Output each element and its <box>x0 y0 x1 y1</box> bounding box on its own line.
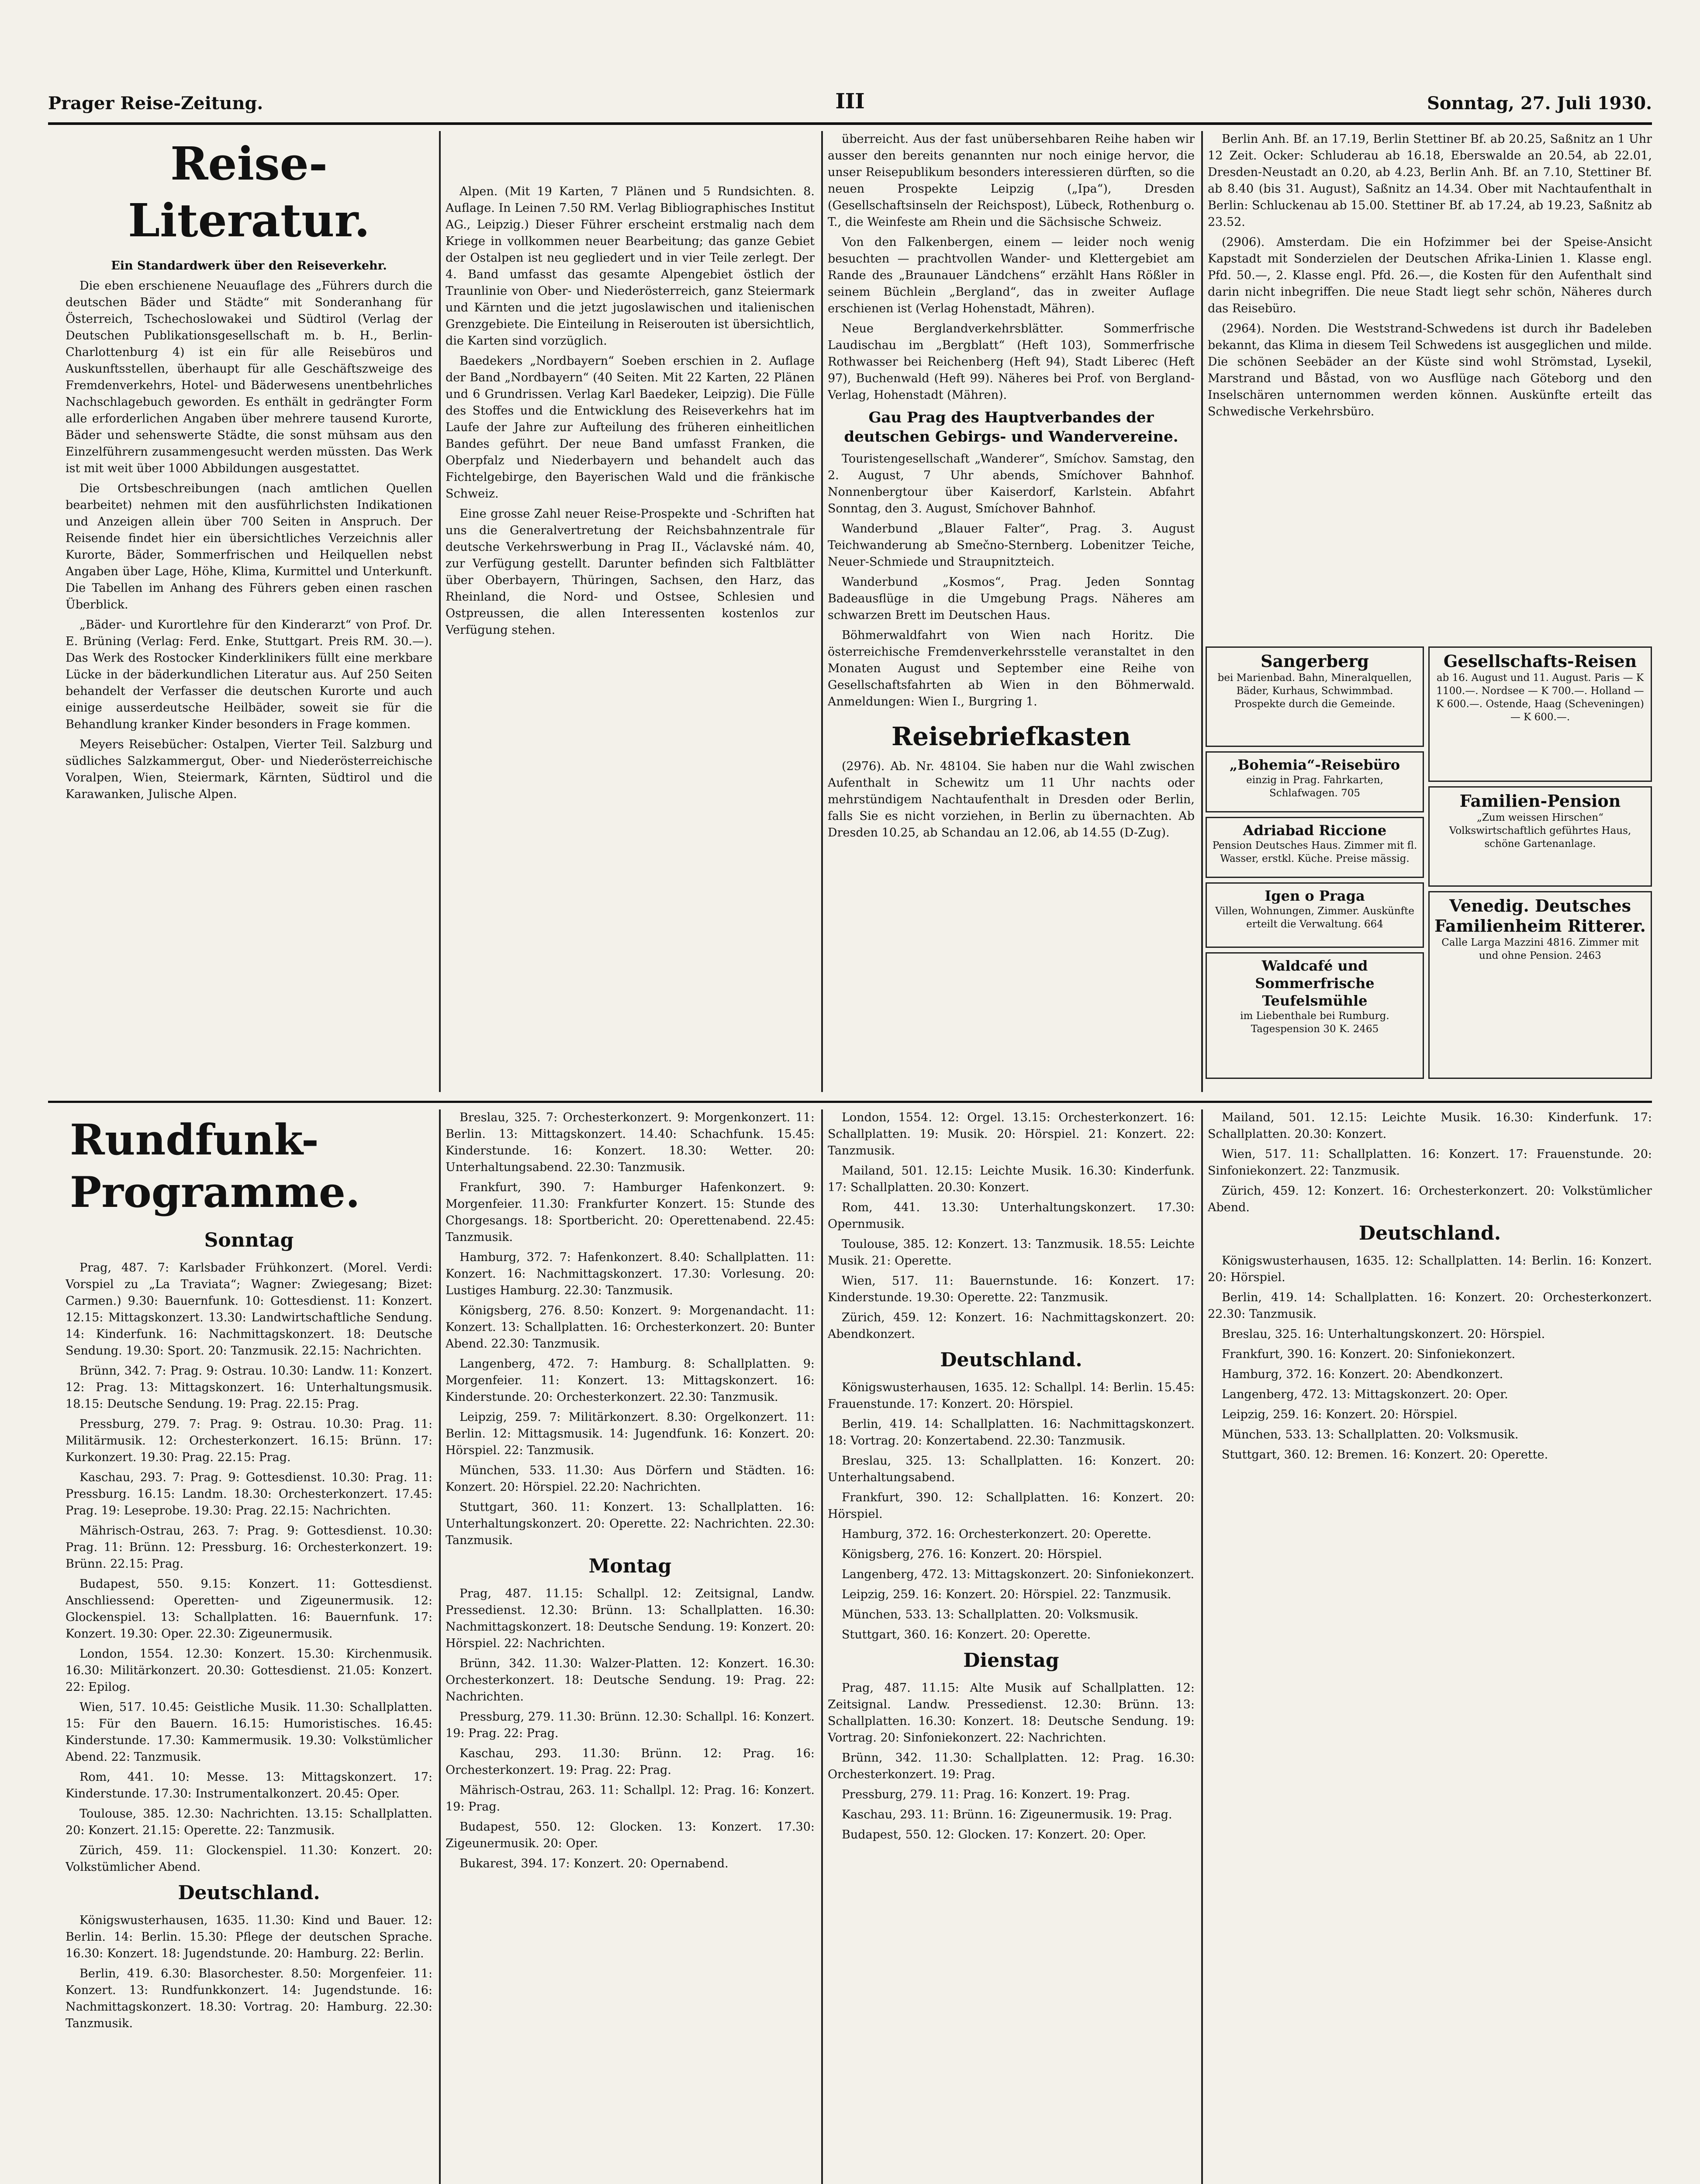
station-program: Stuttgart, 360. 16: Konzert. 20: Operette. <box>842 1628 1091 1641</box>
club-notice: Böhmerwaldfahrt von Wien nach Horitz. Die österreichische Fremdenverkehrsstelle veranstaltet in den Monaten August und September eine Reihe von Gesellschaftsfahrten ab Wien in den Böhmerwald. Anmeldungen: Wien I., Burgring 1. <box>828 629 1195 708</box>
region-heading-deutschland: Deutschland. <box>1358 1222 1501 1244</box>
station-program: Rom, 441. 13.30: Unterhaltungskonzert. 17.30: Opernmusik. <box>828 1201 1195 1231</box>
advertisements <box>1206 646 1652 1083</box>
article-paragraph: überreicht. Aus der fast unübersehbaren Reihe haben wir ausser den bereits genannten nur noch einige hervor, die unser Reisepublikum besonders interessieren dürften, so die neuen Prospekte Leipzig („Ipa“), Dresden (Gesellschaftsinseln der Reichspost), Lübeck, Rothenburg o. T., die Weinfeste am Rhein und die Sächsische Schweiz. <box>828 132 1195 229</box>
article-paragraph: Baedekers „Nordbayern“ Soeben erschien in 2. Auflage der Band „Nordbayern“ (40 Seiten. Mit 22 Karten, 22 Plänen und 6 Grundrissen. Verlag Karl Baedeker, Leipzig). Die Fülle des Stoffes und die Entwicklung des Reiseverkehrs hat im Laufe der Jahre zur Aufteilung des früheren einheitlichen Bandes geführt. Der neue Band umfasst Franken, die Oberpfalz und Niederbayern und behandelt auch das Fichtelgebirge, den Bayerischen Wald und die fränkische Schweiz. <box>446 354 815 501</box>
station-program: Wien, 517. 11: Bauernstunde. 16: Konzert. 17: Kinderstunde. 19.30: Operette. 22: Tanzmusik. <box>828 1274 1195 1304</box>
station-program: Pressburg, 279. 7: Prag. 9: Ostrau. 10.30: Prag. 11: Militärmusik. 12: Orchesterkonzert. 16.15: Brünn. 17: Kurkonzert. 19.30: Prag. 22.15: Prag. <box>66 1417 432 1464</box>
masthead <box>48 83 1652 114</box>
section-title-rundfunk: Rundfunk-Programme. <box>70 1115 360 1217</box>
station-program: Kaschau, 293. 11.30: Brünn. 12: Prag. 16: Orchesterkonzert. 19: Prag. 22: Prag. <box>446 1747 815 1777</box>
station-program: Berlin, 419. 6.30: Blasorchester. 8.50: Morgenfeier. 11: Konzert. 13: Rundfunkkonzert. 14: Jugendstunde. 16: Nachmittagskonzert. 18.30: Vortrag. 20: Hamburg. 22.30: Tanzmusik. <box>66 1967 432 2030</box>
gau-prag-heading: Gau Prag des Hauptverbandes der deutschen Gebirgs- und Wandervereine. <box>844 409 1178 446</box>
reisebriefkasten-heading: Reisebriefkasten <box>891 722 1131 751</box>
region-heading-deutschland: Deutschland. <box>940 1349 1082 1371</box>
station-program: Brünn, 342. 11.30: Schallplatten. 12: Prag. 16.30: Orchesterkonzert. 19: Prag. <box>828 1751 1195 1781</box>
station-program: Leipzig, 259. 16: Konzert. 20: Hörspiel. <box>1222 1408 1458 1421</box>
day-heading-sunday: Sonntag <box>204 1229 294 1251</box>
column-divider <box>821 1109 823 2184</box>
station-program: Langenberg, 472. 7: Hamburg. 8: Schallplatten. 9: Morgenfeier. 11: Konzert. 13: Mittagskonzert. 16: Kinderstunde. 20: Orchesterkonzert. 22.30: Tanzmusik. <box>446 1357 815 1404</box>
column-divider <box>439 131 441 1092</box>
station-program: Budapest, 550. 9.15: Konzert. 11: Gottesdienst. Anschliessend: Operetten- und Zigeunermusik. 12: Glockenspiel. 13: Schallplatten. 16: Bauernfunk. 17: Konzert. 19.30: Oper. 22.30: Zigeunermusik. <box>66 1577 432 1641</box>
ad-body: einzig in Prag. Fahrkarten, Schlafwagen. 705 <box>1246 774 1383 799</box>
station-program: Budapest, 550. 12: Glocken. 13: Konzert. 17.30: Zigeunermusik. 20: Oper. <box>446 1820 815 1850</box>
station-program: Hamburg, 372. 16: Konzert. 20: Abendkonzert. <box>1222 1368 1503 1381</box>
radio-column-1 <box>66 1109 432 2184</box>
ad-body: Calle Larga Mazzini 4816. Zimmer mit und ohne Pension. 2463 <box>1441 937 1639 961</box>
ad-title: Venedig. Deutsches Familienheim Ritterer. <box>1434 896 1646 936</box>
station-program: Brünn, 342. 11.30: Walzer-Platten. 12: Konzert. 16.30: Orchesterkonzert. 18: Deutsche Sendung. 19: Prag. 22: Nachrichten. <box>446 1657 815 1704</box>
station-program: Leipzig, 259. 16: Konzert. 20: Hörspiel. 22: Tanzmusik. <box>842 1588 1171 1601</box>
station-program: München, 533. 13: Schallplatten. 20: Volksmusik. <box>1222 1428 1519 1441</box>
radio-column-2 <box>446 1109 815 2184</box>
station-program: Mährisch-Ostrau, 263. 11: Schallpl. 12: Prag. 16: Konzert. 19: Prag. <box>446 1783 815 1814</box>
station-program: Stuttgart, 360. 11: Konzert. 13: Schallplatten. 16: Unterhaltungskonzert. 20: Operette. 22: Nachrichten. 22.30: Tanzmusik. <box>446 1500 815 1547</box>
station-program: Hamburg, 372. 7: Hafenkonzert. 8.40: Schallplatten. 11: Konzert. 16: Nachmittagskonzert. 17.30: Vorlesung. 20: Lustiges Hamburg. 22.30: Tanzmusik. <box>446 1251 815 1297</box>
station-program: Bukarest, 394. 17: Konzert. 20: Opernabend. <box>460 1857 729 1870</box>
station-program: Königsberg, 276. 8.50: Konzert. 9: Morgenandacht. 11: Konzert. 13: Schallplatten. 16: Orchesterkonzert. 20: Bunter Abend. 22.30: Tanzmusik. <box>446 1304 815 1351</box>
station-program: Langenberg, 472. 13: Mittagskonzert. 20: Sinfoniekonzert. <box>842 1568 1195 1581</box>
reise-column-1 <box>66 131 432 1092</box>
station-program: Breslau, 325. 7: Orchesterkonzert. 9: Morgenkonzert. 11: Berlin. 13: Mittagskonzert. 14.40: Schachfunk. 15.45: Kinderstunde. 16: Konzert. 18.30: Wetter. 20: Unterhaltungsabend. 22.30: Tanzmusik. <box>446 1111 815 1174</box>
station-program: München, 533. 13: Schallplatten. 20: Volksmusik. <box>842 1608 1139 1621</box>
day-heading-tuesday: Dienstag <box>963 1649 1059 1672</box>
ad-familien-pension <box>1428 786 1652 887</box>
article-paragraph: Die eben erschienene Neuauflage des „Führers durch die deutschen Bäder und Städte“ mit Sonderanhang für Österreich, Tschechoslowakei und Südtirol (Verlag der Deutschen Publikationsgesellschaft m. b. H., Berlin-Charlottenburg 4) ist ein für alle Reisebüros und Auskunftsstellen, überhaupt für alle Geschäftszweige des Fremdenverkehrs, Hotel- und Bäderwesens unentbehrliches Nachschlagebuch geworden. Es enthält in gedrängter Form alle erforderlichen Angaben über mehrere tausend Kurorte, Bäder und sehenswerte Städte, die sonst mühsam aus den Einzelführern zusammengesucht werden müssten. Das Werk ist mit weit über 1000 Abbildungen ausgestattet. <box>66 279 432 475</box>
letter-answer: (2964). Norden. Die Weststrand-Schwedens ist durch ihr Badeleben bekannt, das Klima in diesem Teil Schwedens ist ausgeglichen und milde. Die schönen Seebäder an der Küste sind wohl Strömstad, Lysekil, Marstrand und Båstad, von wo Ausflüge nach Göteborg und den Inselschären unternommen werden können. Auskünfte erteilt das Schwedische Verkehrsbüro. <box>1208 322 1652 418</box>
ad-body: „Zum weissen Hirschen“ Volkswirtschaftlich geführtes Haus, schöne Gartenanlage. <box>1449 812 1631 850</box>
station-program: Mailand, 501. 12.15: Leichte Musik. 16.30: Kinderfunk. 17: Schallplatten. 20.30: Konzert. <box>1208 1111 1652 1141</box>
ad-title: Adriabad Riccione <box>1243 822 1387 839</box>
station-program: Prag, 487. 11.15: Schallpl. 12: Zeitsignal, Landw. Pressedienst. 12.30: Brünn. 13: Schallplatten. 16.30: Nachmittagskonzert. 18: Deutsche Sendung. 19: Konzert. 20: Hörspiel. 22: Nachrichten. <box>446 1587 815 1650</box>
station-program: London, 1554. 12.30: Konzert. 15.30: Kirchenmusik. 16.30: Militärkonzert. 20.30: Gottesdienst. 21.05: Konzert. 22: Epilog. <box>66 1647 432 1694</box>
ad-title: „Bohemia“-Reisebüro <box>1229 757 1400 773</box>
station-program: Berlin, 419. 14: Schallplatten. 16: Konzert. 20: Orchesterkonzert. 22.30: Tanzmusik. <box>1208 1291 1652 1321</box>
letter-answer: (2906). Amsterdam. Die ein Hofzimmer bei der Speise-Ansicht Kapstadt mit Sonderzielen der Deutschen Afrika-Linien 1. Klasse engl. Pfd. 50.—, 2. Klasse engl. Pfd. 26.—, die Kosten für den Aufenthalt sind darin nicht inbegriffen. Die neue Stadt liegt sehr schön, Näheres durch das Reisebüro. <box>1208 235 1652 315</box>
article-paragraph: Eine grosse Zahl neuer Reise-Prospekte und -Schriften hat uns die Generalvertretung der Reichsbahnzentrale für deutsche Verkehrswerbung in Prag II., Václavské nám. 40, zur Verfügung gestellt. Darunter befinden sich Faltblätter über Oberbayern, Thüringen, Sachsen, den Harz, das Rheinland, die Nord- und Ostsee, Schlesien und Ostpreussen, die allen Interessenten kostenlos zur Verfügung stehen. <box>446 507 815 637</box>
ad-adriabad <box>1206 817 1424 878</box>
station-program: Langenberg, 472. 13: Mittagskonzert. 20: Oper. <box>1222 1388 1508 1401</box>
station-program: Pressburg, 279. 11: Prag. 16: Konzert. 19: Prag. <box>842 1788 1130 1801</box>
station-program: Mailand, 501. 12.15: Leichte Musik. 16.30: Kinderfunk. 17: Schallplatten. 20.30: Konzert. <box>828 1164 1195 1194</box>
club-notice: Touristengesellschaft „Wanderer“, Smíchov. Samstag, den 2. August, 7 Uhr abends, Smíchover Bahnhof. Nonnenbergtour über Kaiserdorf, Karlstein. Abfahrt Sonntag, den 3. August, Smíchover Bahnhof. <box>828 452 1195 515</box>
letter-answer: (2976). Ab. Nr. 48104. Sie haben nur die Wahl zwischen Aufenthalt in Schewitz um 11 Uhr nachts oder mehrstündigem Nachtaufenthalt in Dresden oder Berlin, falls Sie es nicht vorziehen, in Berlin zu übernachten. Ab Dresden 10.25, ab Schandau an 12.06, ab 14.55 (D-Zug). <box>828 760 1195 840</box>
reise-column-3 <box>828 131 1195 1092</box>
station-program: Rom, 441. 10: Messe. 13: Mittagskonzert. 17: Kinderstunde. 17.30: Instrumentalkonzert. 20.45: Oper. <box>66 1770 432 1800</box>
station-program: Toulouse, 385. 12.30: Nachrichten. 13.15: Schallplatten. 20: Konzert. 21.15: Operette. 22: Tanzmusik. <box>66 1807 432 1837</box>
ad-venedig <box>1428 891 1652 1079</box>
ad-title: Sangerberg <box>1261 651 1369 671</box>
station-program: Budapest, 550. 12: Glocken. 17: Konzert. 20: Oper. <box>842 1828 1147 1842</box>
radio-column-3 <box>828 1109 1195 2184</box>
station-program: Breslau, 325. 16: Unterhaltungskonzert. 20: Hörspiel. <box>1222 1327 1545 1341</box>
article-paragraph: Meyers Reisebücher: Ostalpen, Vierter Teil. Salzburg und südliches Salzkammergut, Ober- und Niederösterreichische Voralpen, Wien, Steiermark, Kärnten, Südtirol und die Karawanken, Julische Alpen. <box>66 738 432 801</box>
station-program: Kaschau, 293. 7: Prag. 9: Gottesdienst. 10.30: Prag. 11: Pressburg. 16.15: Landm. 18.30: Orchesterkonzert. 17.45: Prag. 19: Leseprobe. 19.30: Prag. 22.15: Nachrichten. <box>66 1471 432 1517</box>
radio-column-4 <box>1208 1109 1652 2184</box>
station-program: München, 533. 11.30: Aus Dörfern und Städten. 16: Konzert. 20: Hörspiel. 22.20: Nachrichten. <box>446 1464 815 1494</box>
ad-bohemia <box>1206 751 1424 812</box>
article-paragraph: „Bäder- und Kurortlehre für den Kinderarzt“ von Prof. Dr. E. Brüning (Verlag: Ferd. Enke, Stuttgart. Preis RM. 30.—). Das Werk des Rostocker Kinderklinikers füllt eine merkbare Lücke in der bäderkundlichen Literatur aus. Auf 250 Seiten behandelt der Verfasser die deutschen Kurorte und auch einige ausserdeutsche Heilbäder, soweit sie für die Behandlung kranker Kinder besonders in Frage kommen. <box>66 618 432 731</box>
column-divider <box>1201 1109 1203 2184</box>
station-program: Königswusterhausen, 1635. 11.30: Kind und Bauer. 12: Berlin. 14: Berlin. 15.30: Pflege der deutschen Sprache. 16.30: Konzert. 18: Jugendstunde. 20: Hamburg. 22: Berlin. <box>66 1914 432 1960</box>
article-paragraph: Neue Berglandverkehrsblätter. Sommerfrische Laudischau im „Bergblatt“ (Heft 103), Sommerfrische Rothwasser bei Reichenberg (Heft 94), Stadt Liberec (Heft 97), Buchenwald (Heft 99). Näheres bei Prof. von Bergland-Verlag, Hohenstadt (Mähren). <box>828 322 1195 402</box>
station-program: Stuttgart, 360. 12: Bremen. 16: Konzert. 20: Operette. <box>1222 1448 1548 1462</box>
station-program: Leipzig, 259. 7: Militärkonzert. 8.30: Orgelkonzert. 11: Berlin. 12: Mittagsmusik. 14: Jugendfunk. 16: Konzert. 20: Hörspiel. 22: Tanzmusik. <box>446 1410 815 1457</box>
section-rule <box>48 1101 1652 1103</box>
ad-igen-praga <box>1206 882 1424 948</box>
station-program: Zürich, 459. 12: Konzert. 16: Nachmittagskonzert. 20: Abendkonzert. <box>828 1311 1195 1341</box>
station-program: Prag, 487. 11.15: Alte Musik auf Schallplatten. 12: Zeitsignal. Landw. Pressedienst. 12.30: Brünn. 13: Schallplatten. 16.30: Konzert. 18: Deutsche Sendung. 19: Vortrag. 20: Sinfoniekonzert. 22: Nachrichten. <box>828 1681 1195 1745</box>
ad-title: Igen o Praga <box>1265 888 1365 904</box>
station-program: Mährisch-Ostrau, 263. 7: Prag. 9: Gottesdienst. 10.30: Prag. 11: Brünn. 12: Pressburg. 16: Orchesterkonzert. 19: Brünn. 22.15: Prag. <box>66 1524 432 1571</box>
reise-column-2 <box>446 183 815 1092</box>
station-program: Wien, 517. 11: Schallplatten. 16: Konzert. 17: Frauenstunde. 20: Sinfoniekonzert. 22: Tanzmusik. <box>1208 1147 1652 1178</box>
section-title-reise-literatur: Reise-Literatur. <box>128 137 370 247</box>
article-headline: Ein Standardwerk über den Reiseverkehr. <box>111 259 387 273</box>
ad-body: im Liebenthale bei Rumburg. Tagespension 30 K. 2465 <box>1240 1010 1389 1035</box>
station-program: London, 1554. 12: Orgel. 13.15: Orchesterkonzert. 16: Schallplatten. 19: Musik. 20: Hörspiel. 21: Konzert. 22: Tanzmusik. <box>828 1111 1195 1158</box>
ad-waldcafe <box>1206 952 1424 1079</box>
station-program: Hamburg, 372. 16: Orchesterkonzert. 20: Operette. <box>842 1527 1151 1541</box>
club-notice: Wanderbund „Kosmos“, Prag. Jeden Sonntag Badeausflüge in die Umgebung Prags. Näheres am schwarzen Brett im Deutschen Haus. <box>828 575 1195 622</box>
station-program: Brünn, 342. 7: Prag. 9: Ostrau. 10.30: Landw. 11: Konzert. 12: Prag. 13: Mittagskonzert. 16: Unterhaltungsmusik. 18.15: Deutsche Sendung. 19: Prag. 22.15: Prag. <box>66 1364 432 1411</box>
column-divider <box>1201 131 1203 1092</box>
station-program: Zürich, 459. 12: Konzert. 16: Orchesterkonzert. 20: Volkstümlicher Abend. <box>1208 1184 1652 1214</box>
ad-title: Familien-Pension <box>1459 791 1621 811</box>
station-program: Königswusterhausen, 1635. 12: Schallplatten. 14: Berlin. 16: Konzert. 20: Hörspiel. <box>1208 1254 1652 1284</box>
station-program: Wien, 517. 10.45: Geistliche Musik. 11.30: Schallplatten. 15: Für den Bauern. 16.15: Humoristisches. 16.45: Kinderstunde. 17.30: Kammermusik. 19.30: Volkstümlicher Abend. 22: Tanzmusik. <box>66 1700 432 1764</box>
station-program: Toulouse, 385. 12: Konzert. 13: Tanzmusik. 18.55: Leichte Musik. 21: Operette. <box>828 1237 1195 1268</box>
column-divider <box>439 1109 441 2184</box>
ad-title: Gesellschafts-Reisen <box>1443 651 1637 671</box>
station-program: Pressburg, 279. 11.30: Brünn. 12.30: Schallpl. 16: Konzert. 19: Prag. 22: Prag. <box>446 1710 815 1740</box>
station-program: Kaschau, 293. 11: Brünn. 16: Zigeunermusik. 19: Prag. <box>842 1808 1172 1821</box>
station-program: Zürich, 459. 11: Glockenspiel. 11.30: Konzert. 20: Volkstümlicher Abend. <box>66 1844 432 1874</box>
station-program: Königswusterhausen, 1635. 12: Schallpl. 14: Berlin. 15.45: Frauenstunde. 17: Konzert. 20: Hörspiel. <box>828 1381 1195 1411</box>
station-program: Frankfurt, 390. 12: Schallplatten. 16: Konzert. 20: Hörspiel. <box>828 1491 1195 1521</box>
ad-sangerberg <box>1206 646 1424 747</box>
issue-date: Sonntag, 27. Juli 1930. <box>1427 93 1652 114</box>
ad-gesellschaftsreisen <box>1428 646 1652 782</box>
ad-body: ab 16. August und 11. August. Paris — K 1100.—. Nordsee — K 700.—. Holland — K 600.—. Ostende, Haag (Scheveningen) — K 600.—. <box>1436 672 1644 723</box>
station-program: Berlin, 419. 14: Schallplatten. 16: Nachmittagskonzert. 18: Vortrag. 20: Konzertabend. 22.30: Tanzmusik. <box>828 1417 1195 1448</box>
top-rule <box>48 122 1652 125</box>
day-heading-monday: Montag <box>588 1555 672 1577</box>
article-paragraph: Von den Falkenbergen, einem — leider noch wenig besuchten — prachtvollen Wander- und Klettergebiet am Rande des „Braunauer Ländchens“ erzählt Hans Rößler in seinem Büchlein „Bergland“, das in zweiter Auflage erschienen ist (Verlag Hohenstadt, Mähren). <box>828 235 1195 315</box>
region-heading-deutschland: Deutschland. <box>178 1882 320 1904</box>
ad-body: Pension Deutsches Haus. Zimmer mit fl. Wasser, erstkl. Küche. Preise mässig. <box>1212 840 1417 864</box>
station-program: Breslau, 325. 13: Schallplatten. 16: Konzert. 20: Unterhaltungsabend. <box>828 1454 1195 1484</box>
ad-body: Villen, Wohnungen, Zimmer. Auskünfte erteilt die Verwaltung. 664 <box>1215 905 1415 930</box>
column-divider <box>821 131 823 1092</box>
letter-answer: Berlin Anh. Bf. an 17.19, Berlin Stettiner Bf. ab 20.25, Saßnitz an 1 Uhr 12 Zeit. Ocker: Schluderau ab 16.18, Eberswalde an 20.54, ab 22.01, Dresden-Neustadt an 0.20, ab 4.23, Berlin Anh. Bf. an 7.10, Stettiner Bf. ab 8.40 (bis 31. August), Saßnitz an 14.34. Ober mit Nachtaufenthalt in Berlin: Schluckenau ab 15.00. Stettiner Bf. ab 17.24, ab 19.23, Saßnitz ab 23.52. <box>1208 132 1652 229</box>
station-program: Frankfurt, 390. 16: Konzert. 20: Sinfoniekonzert. <box>1222 1348 1516 1361</box>
article-paragraph: Die Ortsbeschreibungen (nach amtlichen Quellen bearbeitet) nehmen mit den ausführlichsten Indikationen und Anzeigen allein über 700 Seiten in Anspruch. Der Reisende findet hier ein übersichtliches Verzeichnis aller Kurorte, Bäder, Sommerfrischen und Heilquellen nebst Angaben über Lage, Höhe, Klima, Kurmittel und Unterkunft. Die Tabellen im Anhang des Führers geben einen raschen Überblick. <box>66 482 432 612</box>
article-paragraph: Alpen. (Mit 19 Karten, 7 Plänen und 5 Rundsichten. 8. Auflage. In Leinen 7.50 RM. Verlag Bibliographisches Institut AG., Leipzig.) Dieser Führer erscheint erstmalig nach dem Kriege in vollkommen neuer Bearbeitung; das ganze Gebiet der Ostalpen ist neu gegliedert und in vier Teile zerlegt. Der 4. Band umfasst das gesamte Alpengebiet östlich der Traunlinie von Ober- und Niederösterreich, ganz Steiermark und Kärnten und die jetzt jugoslawischen und italienischen Grenzgebiete. Die Einteilung in Reiserouten ist übersichtlich, die Karten sind vorzüglich. <box>446 185 815 348</box>
club-notice: Wanderbund „Blauer Falter“, Prag. 3. August Teichwanderung ab Smečno-Sternberg. Lobenitzer Teiche, Neuer-Schmiede und Straupnitzteich. <box>828 522 1195 569</box>
station-program: Frankfurt, 390. 7: Hamburger Hafenkonzert. 9: Morgenfeier. 11.30: Frankfurter Konzert. 15: Stunde des Chorgesangs. 18: Sportbericht. 20: Operettenabend. 22.45: Tanzmusik. <box>446 1181 815 1244</box>
paper-name: Prager Reise-Zeitung. <box>48 93 263 114</box>
ad-body: bei Marienbad. Bahn, Mineralquellen, Bäder, Kurhaus, Schwimmbad. Prospekte durch die Gemeinde. <box>1217 672 1412 710</box>
station-program: Königsberg, 276. 16: Konzert. 20: Hörspiel. <box>842 1548 1102 1561</box>
station-program: Prag, 487. 7: Karlsbader Frühkonzert. (Morel. Verdi: Vorspiel zu „La Traviata“; Wagner: Zwiegesang; Bizet: Carmen.) 9.30: Bauernfunk. 10: Gottesdienst. 11: Konzert. 12.15: Mittagskonzert. 13.30: Landwirtschaftliche Sendung. 14: Kinderfunk. 16: Nachmittagskonzert. 18: Deutsche Sendung. 19.30: Sport. 20: Tanzmusik. 22.15: Nachrichten. <box>66 1261 432 1358</box>
page-number: III <box>835 89 865 114</box>
ad-title: Waldcafé und Sommerfrische Teufelsmühle <box>1255 957 1375 1009</box>
reise-column-4 <box>1208 131 1652 638</box>
